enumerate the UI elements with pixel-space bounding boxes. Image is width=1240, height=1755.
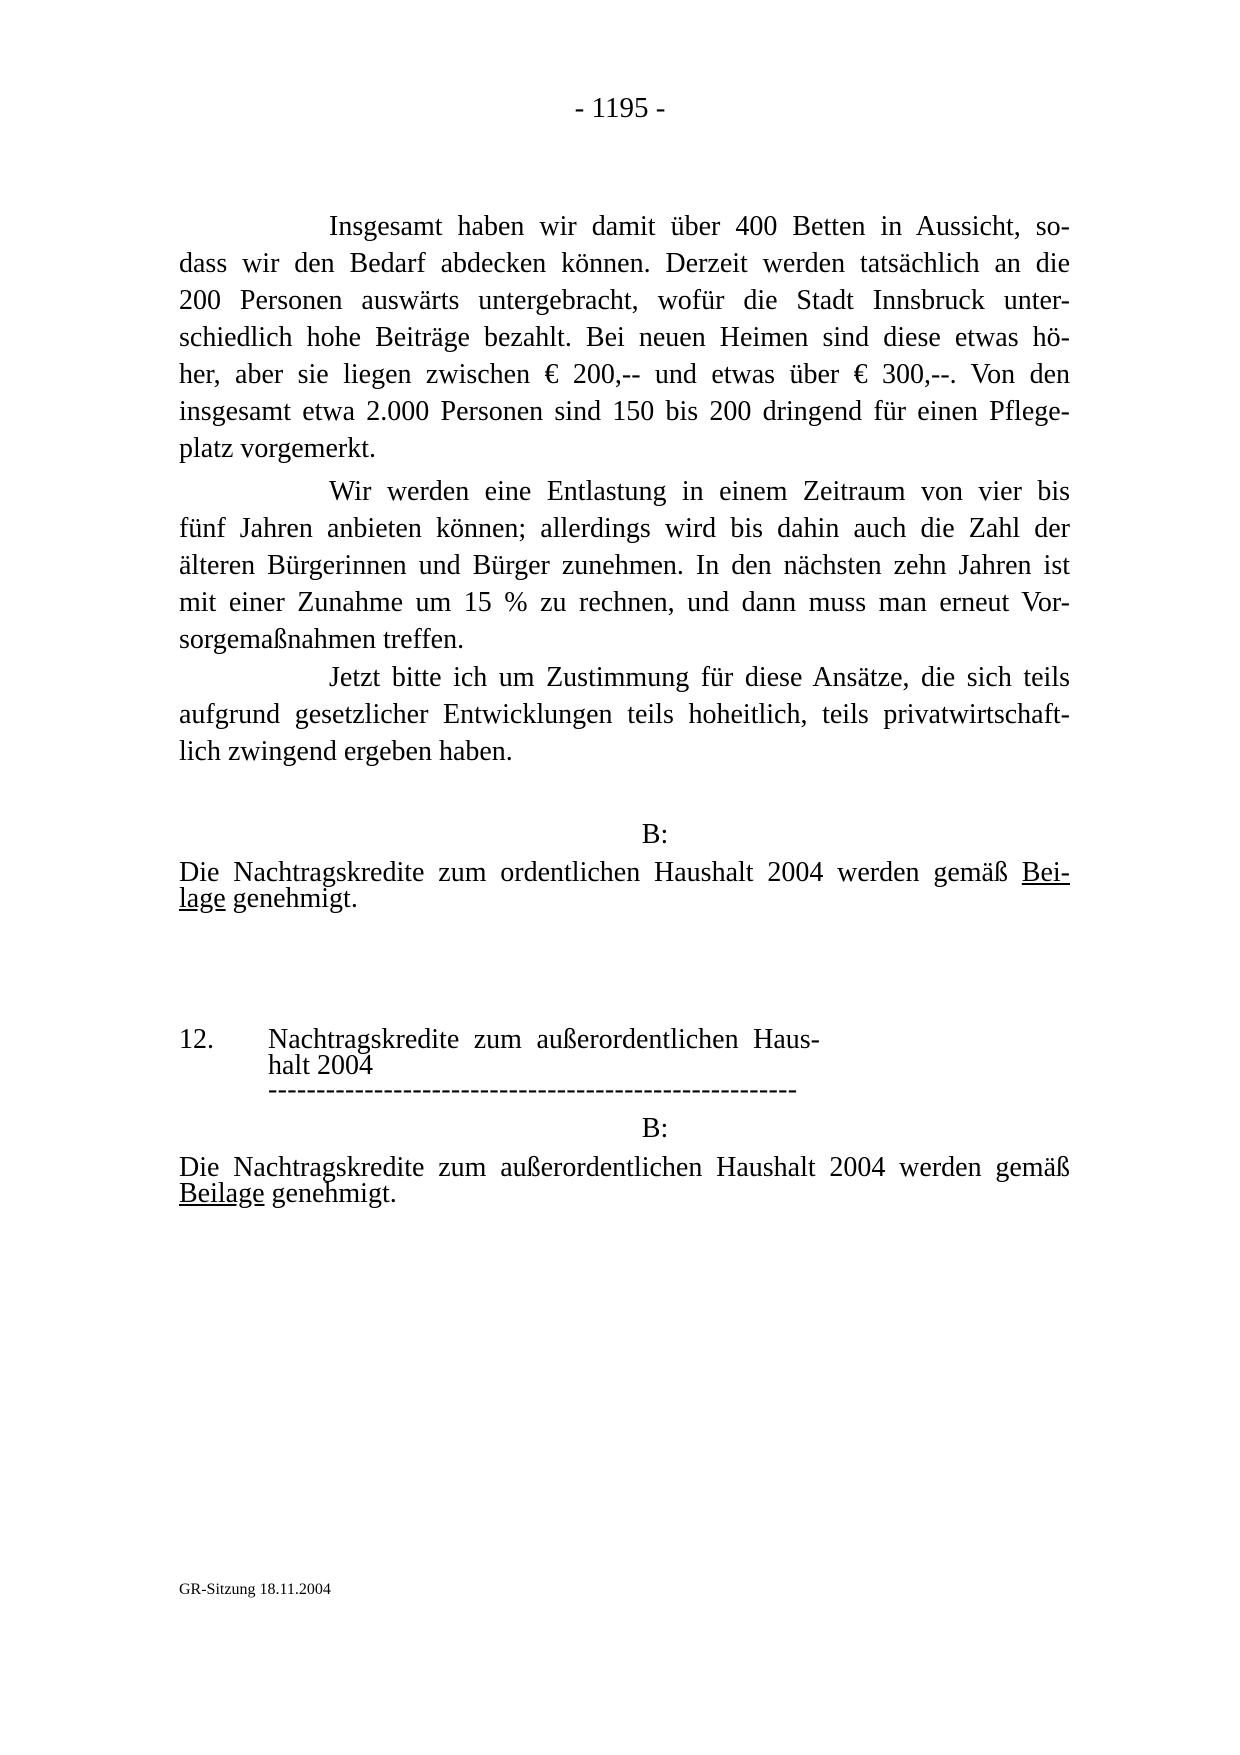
paragraph-line: schiedlich hohe Beiträge bezahlt. Bei neuen Heimen sind diese etwas hö-: [179, 322, 1070, 353]
item-title-line: halt 2004: [268, 1050, 373, 1081]
paragraph-line: platz vorgemerkt.: [179, 433, 376, 464]
footer: GR-Sitzung 18.11.2004: [179, 1581, 331, 1598]
resolution-label: B:: [641, 819, 669, 850]
paragraph-line: 200 Personen auswärts untergebracht, wofür die Stadt Innsbruck unter-: [179, 285, 1070, 316]
beilage-link[interactable]: Beilage: [179, 1178, 265, 1209]
beilage-link[interactable]: lage: [179, 883, 226, 914]
item-title-line: Nachtragskredite zum außerordentlichen Haus-: [268, 1024, 820, 1055]
paragraph-line: sorgemaßnahmen treffen.: [179, 624, 465, 655]
item-separator: -------------------------------------------------------: [268, 1074, 798, 1105]
resolution-text-line: [179, 883, 1070, 914]
page-number: - 1195 -: [574, 92, 666, 124]
paragraph-line: insgesamt etwa 2.000 Personen sind 150 bis 200 dringend für einen Pflege-: [179, 396, 1070, 427]
resolution-text-line: Die Nachtragskredite zum außerordentlichen Haushalt 2004 werden gemäß: [179, 1152, 1070, 1183]
beilage-link[interactable]: Bei-: [1021, 857, 1070, 888]
paragraph-line: Jetzt bitte ich um Zustimmung für diese Ansätze, die sich teils: [329, 662, 1070, 693]
resolution-text: genehmigt.: [264, 1178, 397, 1209]
paragraph-line: mit einer Zunahme um 15 % zu rechnen, und dann muss man erneut Vor-: [179, 587, 1070, 618]
paragraph-line: älteren Bürgerinnen und Bürger zunehmen. In den nächsten zehn Jahren ist: [179, 550, 1070, 581]
paragraph-line: Wir werden eine Entlastung in einem Zeitraum von vier bis: [329, 476, 1070, 507]
resolution-text-line: [179, 1178, 1070, 1209]
resolution-text: Die Nachtragskredite zum ordentlichen Haushalt 2004 werden gemäß: [179, 857, 1022, 888]
paragraph-line: Insgesamt haben wir damit über 400 Betten in Aussicht, so-: [329, 211, 1070, 242]
paragraph-line: fünf Jahren anbieten können; allerdings wird bis dahin auch die Zahl der: [179, 513, 1070, 544]
resolution-text: genehmigt.: [225, 883, 358, 914]
paragraph-line: her, aber sie liegen zwischen € 200,-- und etwas über € 300,--. Von den: [179, 359, 1070, 390]
resolution-label: B:: [641, 1113, 669, 1144]
paragraph-line: aufgrund gesetzlicher Entwicklungen teils hoheitlich, teils privatwirtschaft-: [179, 699, 1070, 730]
paragraph-line: lich zwingend ergeben haben.: [179, 736, 513, 767]
paragraph-line: dass wir den Bedarf abdecken können. Derzeit werden tatsächlich an die: [179, 248, 1070, 279]
item-number: 12.: [179, 1024, 214, 1055]
